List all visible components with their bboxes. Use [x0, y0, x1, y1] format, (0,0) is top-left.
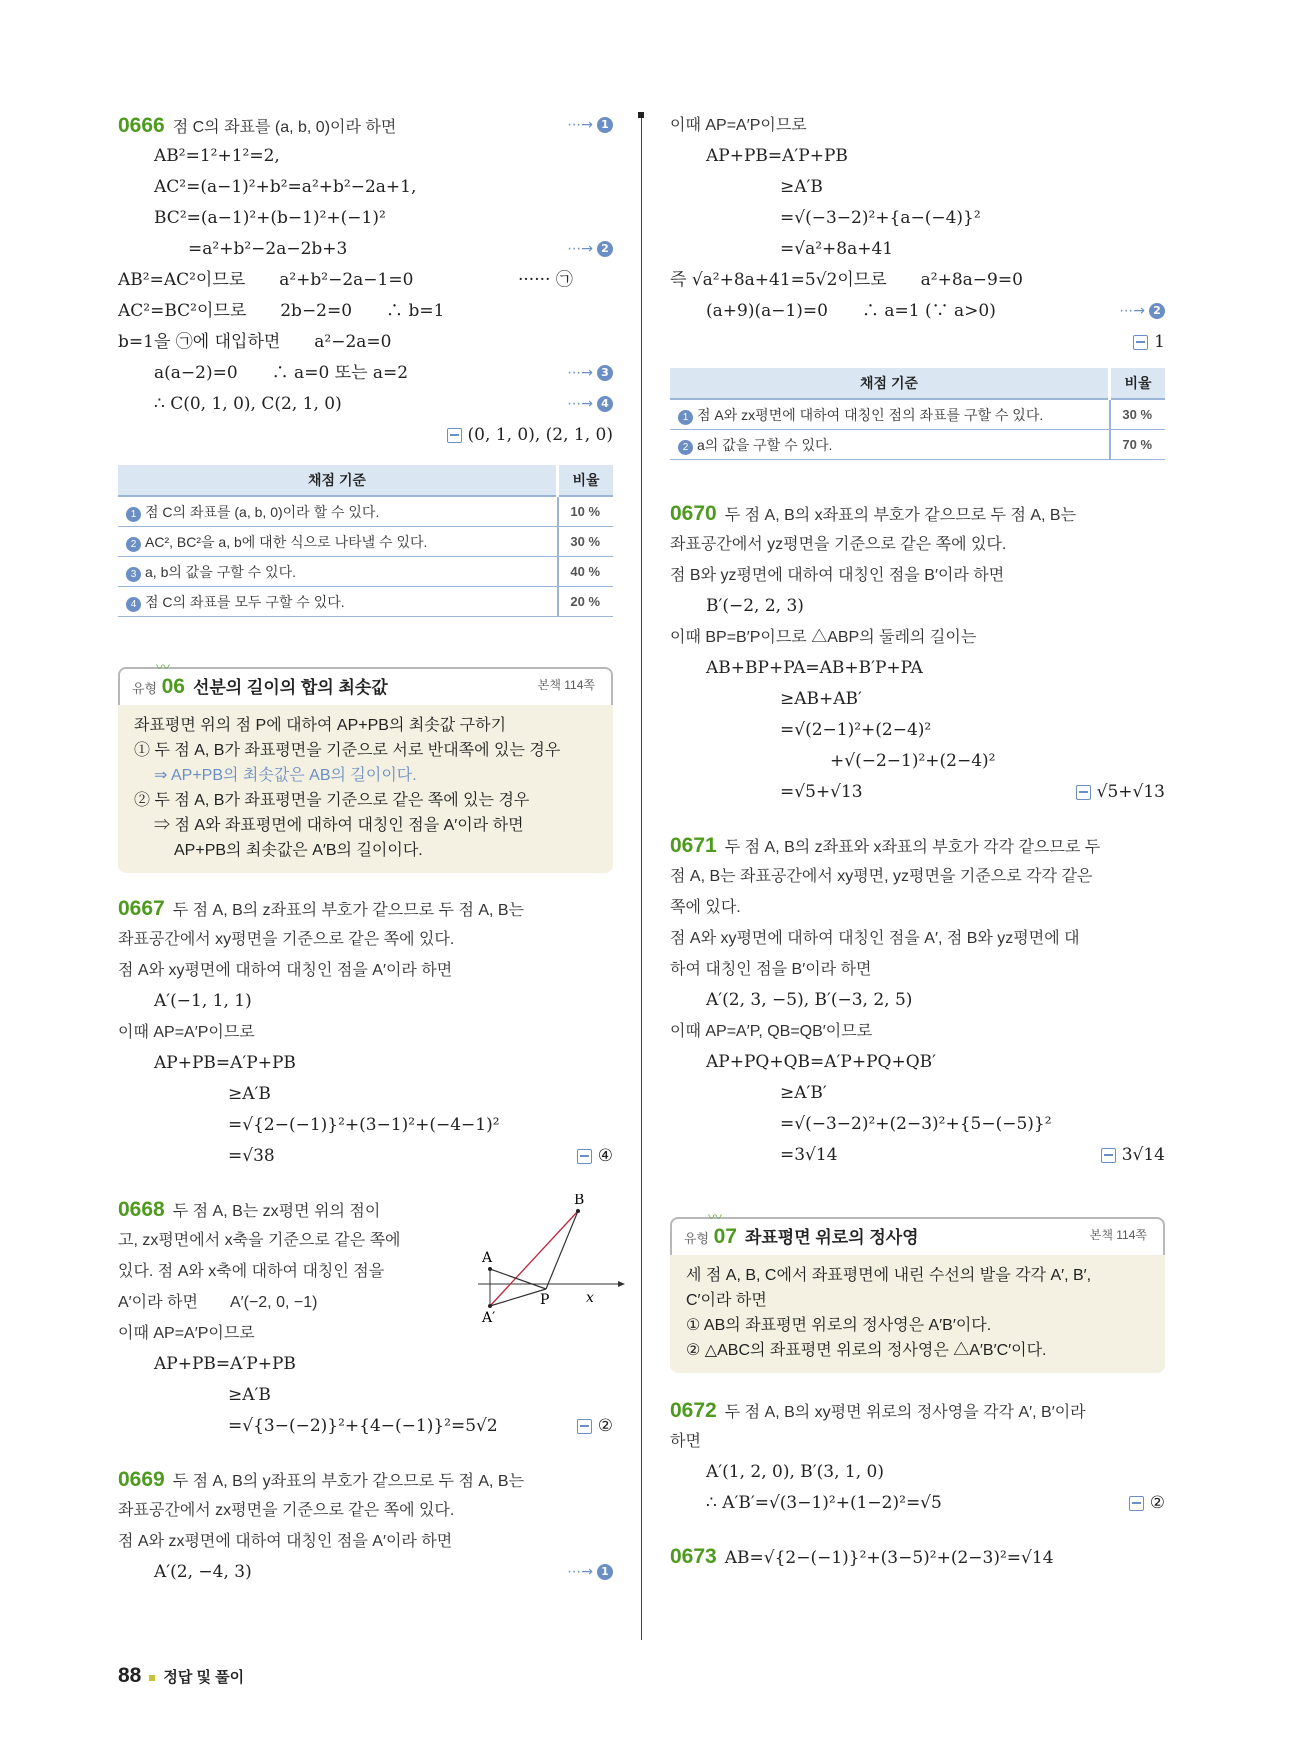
answer-0672: ② [1129, 1488, 1165, 1519]
problem-0668: 0668 두 점 A, B는 zx평면 위의 점이 고, zx평면에서 x축을 기준으로 같은 쪽에 있다. 점 A와 x축에 대하여 대칭인 점을 A′이라 하면 A′(−2, 0, −1) 이때 AP=A′P이므로 AP+PB=A′P+PB ≥A′B =√{3−(−2)}²+{4−(−1)}²=5√2 ② B A A′ P x [118, 1194, 613, 1442]
table-row: 1 점 A와 zx평면에 대하여 대칭인 점의 좌표를 구할 수 있다. 30 % [670, 399, 1165, 430]
answer-icon [447, 428, 462, 443]
line-A-P [490, 1269, 546, 1289]
reflection-figure [468, 1194, 628, 1324]
right-column [670, 110, 1165, 1572]
page-number: 88 [118, 1664, 142, 1687]
label-A1: A′ [482, 1310, 496, 1324]
step-marker-4: ⋯→ 4 [567, 389, 613, 420]
left-column [118, 110, 613, 1588]
answer-icon [1076, 785, 1091, 800]
answer-icon [1101, 1148, 1116, 1163]
answer-icon [577, 1149, 592, 1164]
problem-0667: 0667 두 점 A, B의 z좌표의 부호가 같으므로 두 점 A, B는 좌표공간에서 xy평면을 기준으로 같은 쪽에 있다. 점 A와 xy평면에 대하여 대칭인 점을 A′이라 하면 A′(−1, 1, 1) 이때 AP=A′P이므로 AP+PB=A′P+PB ≥A′B =√{2−(−1)}²+(3−1)²+(−4−1)² =√38 ④ [118, 893, 613, 1172]
answer-0670: √5+√13 [1076, 777, 1165, 808]
point-A [488, 1267, 492, 1271]
problem-0669: 0669 두 점 A, B의 y좌표의 부호가 같으므로 두 점 A, B는 좌표공간에서 zx평면을 기준으로 같은 쪽에 있다. 점 A와 zx평면에 대하여 대칭인 점을 A′이라 하면 A′(2, −4, 3) ⋯→ 1 [118, 1464, 613, 1588]
answer-0667: ④ [577, 1141, 613, 1172]
type-07-box: 〰 유형 07 좌표평면 위로의 정사영 본책 114쪽 세 점 A, B, C에서 좌표평면에 내린 수선의 발을 각각 A′, B′, C′이라 하면 ① AB의 좌표평면 위로의 정사영은 A′B′이다. ② △ABC의 좌표평면 위로의 정사영은 △A′B′C′이다. [670, 1217, 1165, 1373]
footer-title: 정답 및 풀이 [163, 1669, 245, 1686]
table-row: 4 점 C의 좌표를 모두 구할 수 있다. 20 % [118, 587, 613, 617]
line-A1-B [490, 1211, 578, 1306]
table-row: 1 점 C의 좌표를 (a, b, 0)이라 할 수 있다. 10 % [118, 496, 613, 527]
step-marker-3: ⋯→ 3 [567, 358, 613, 389]
label-x: x [586, 1290, 594, 1306]
problem-0673: 0673 AB=√{2−(−1)}²+(3−5)²+(2−3)²=√14 [670, 1545, 1054, 1568]
wave-icon: 〰 [156, 660, 170, 676]
step-marker-1: ⋯→ 1 [567, 110, 613, 141]
problem-number: 0666 [118, 114, 165, 137]
table-row: 2 a의 값을 구할 수 있다. 70 % [670, 430, 1165, 460]
footer-square-icon [149, 1675, 155, 1681]
answer-0669: 1 [1133, 327, 1165, 358]
x-axis-arrow [618, 1281, 625, 1287]
problem-0671: 0671 두 점 A, B의 z좌표와 x좌표의 부호가 각각 같으므로 두 점 A, B는 좌표공간에서 xy평면, yz평면을 기준으로 각각 같은 쪽에 있다. 점 A와 xy평면에 대하여 대칭인 점을 A′, 점 B와 yz평면에 대 하여 대칭인 점을 B′이라 하면 A′(2, 3, −5), B′(−3, 2, 5) 이때 AP=A′P, QB=QB′이므로 AP+PQ+QB=A′P+PQ+QB′ ≥A′B′ =√(−3−2)²+(2−3)²+{5−(−5)}² =3√14 3√14 [670, 830, 1165, 1171]
column-divider [641, 112, 642, 1640]
line-P-B [546, 1211, 578, 1289]
table-row: 3 a, b의 값을 구할 수 있다. 40 % [118, 557, 613, 587]
problem-0672: 0672 두 점 A, B의 xy평면 위로의 정사영을 각각 A′, B′이라 하면 A′(1, 2, 0), B′(3, 1, 0) ∴ A′B′=√(3−1)²+(1−2)²=√5 ② [670, 1395, 1165, 1519]
answer-icon [1129, 1496, 1144, 1511]
answer-0668: ② [577, 1411, 613, 1442]
answer-0666: (0, 1, 0), (2, 1, 0) [447, 420, 613, 451]
scoring-table-0669: 채점 기준 비율 1 점 A와 zx평면에 대하여 대칭인 점의 좌표를 구할 수 있다. 30 % 2 a의 값을 구할 수 있다. 70 % [670, 368, 1165, 460]
label-P: P [540, 1292, 550, 1308]
step-marker-1: ⋯→ 1 [567, 1557, 613, 1588]
step-marker-2: ⋯→ 2 [1119, 296, 1165, 327]
page-footer [118, 1664, 244, 1688]
table-row: 2 AC², BC²을 a, b에 대한 식으로 나타낼 수 있다. 30 % [118, 527, 613, 557]
problem-0666: 0666 점 C의 좌표를 (a, b, 0)이라 하면 ⋯→ 1 AB²=1²+1²=2, AC²=(a−1)²+b²=a²+b²−2a+1, BC²=(a−1)²+(b−1)²+(−1)² =a²+b²−2a−2b+3 ⋯→ 2 AB²=AC²이므로 a²+b²−2a−1=0 ······ ㉠ AC²=BC²이므로 2b−2=0 ∴ b=1 b=1을 ㉠에 대입하면 a²−2a=0 a(a−2)=0 ∴ a=0 또는 a=2 ⋯→ 3 ∴ C(0, 1, 0), C(2, 1, 0) ⋯→ 4 (0, 1, 0), (2, 1, 0) [118, 110, 613, 451]
point-B [576, 1209, 580, 1213]
answer-0671: 3√14 [1101, 1140, 1165, 1171]
divider-mark [638, 112, 644, 118]
label-A: A [482, 1250, 493, 1266]
scoring-table-0666: 채점 기준 비율 1 점 C의 좌표를 (a, b, 0)이라 할 수 있다. 10 % 2 AC², BC²을 a, b에 대한 식으로 나타낼 수 있다. 30 % 3 a, b의 값을 구할 수 있다. 40 % 4 점 C의 좌표를 모두 구할 수 있다. 20 % [118, 465, 613, 617]
answer-icon [1133, 335, 1148, 350]
problem-0669-continued: 이때 AP=A′P이므로 AP+PB=A′P+PB ≥A′B =√(−3−2)²+{a−(−4)}² =√a²+8a+41 즉 √a²+8a+41=5√2이므로 a²+8a−9=0 (a+9)(a−1)=0 ∴ a=1 (∵ a>0) ⋯→ 2 1 [670, 110, 1165, 358]
type-06-box: 〰 유형 06 선분의 길이의 합의 최솟값 본책 114쪽 좌표평면 위의 점 P에 대하여 AP+PB의 최솟값 구하기 ① 두 점 A, B가 좌표평면을 기준으로 서로 반대쪽에 있는 경우 ⇒ AP+PB의 최솟값은 AB의 길이이다. ② 두 점 A, B가 좌표평면을 기준으로 같은 쪽에 있는 경우 ⇒ 점 A와 좌표평면에 대하여 대칭인 점을 A′이라 하면 AP+PB의 최솟값은 A′B의 길이이다. [118, 667, 613, 873]
wave-icon: 〰 [708, 1210, 722, 1226]
step-marker-2: ⋯→ 2 [567, 234, 613, 265]
problem-0670: 0670 두 점 A, B의 x좌표의 부호가 같으므로 두 점 A, B는 좌표공간에서 yz평면을 기준으로 같은 쪽에 있다. 점 B와 yz평면에 대하여 대칭인 점을 B′이라 하면 B′(−2, 2, 3) 이때 BP=B′P이므로 △ABP의 둘레의 길이는 AB+BP+PA=AB+B′P+PA ≥AB+AB′ =√(2−1)²+(2−4)² +√(−2−1)²+(2−4)² =√5+√13 √5+√13 [670, 498, 1165, 808]
label-B: B [574, 1194, 585, 1208]
answer-icon [577, 1419, 592, 1434]
point-A1 [488, 1304, 492, 1308]
